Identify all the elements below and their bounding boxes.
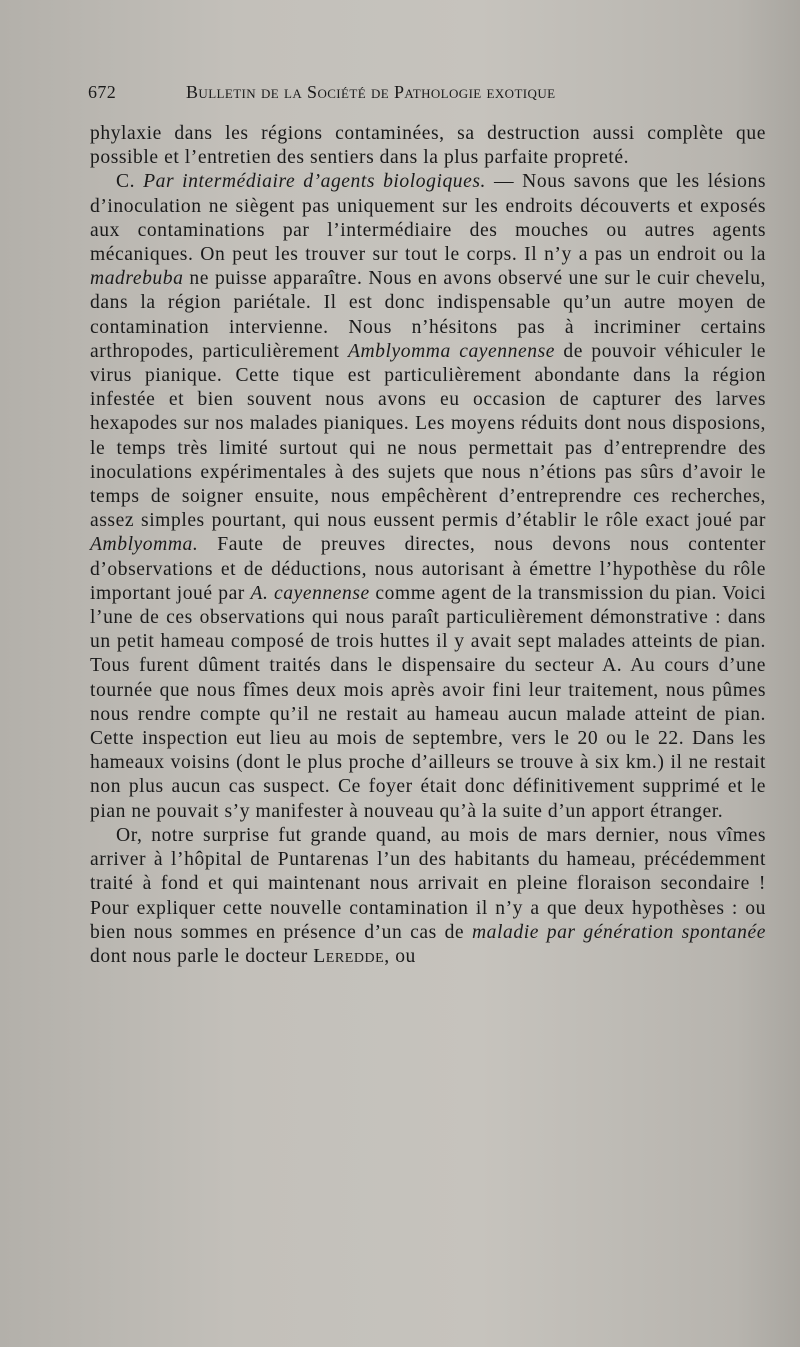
paragraph-1-text: phylaxie dans les régions contaminées, sa destruction aussi complète que possible et l’entretien des sentiers dans la plus parfaite propreté.	[90, 123, 766, 169]
species-a-cayennense: A. cayennense	[250, 582, 370, 604]
author-leredde: Leredde	[313, 945, 385, 967]
running-title: Bulletin de la Société de Pathologie exotique	[186, 82, 556, 102]
species-amblyomma-cayennense: Amblyomma cayennense	[347, 340, 556, 362]
section-letter: C.	[116, 171, 136, 193]
paragraph-2	[90, 170, 766, 823]
paragraph-3-text-3: , ou	[384, 945, 416, 967]
paragraph-3-text-1: Or, notre surprise fut grande quand, au mois de mars dernier, nous vîmes arriver à l’hôpital de Puntarenas l’un des habitants du hameau, précédemment traité à fond et qui maintenant nous arrivait en pleine floraison secondaire ! Pour expliquer cette nouvelle contamination il n’y a que deux hypothèses : ou bien nous sommes en présence d’un cas de	[90, 824, 766, 943]
article-body	[90, 122, 766, 969]
paragraph-1	[90, 122, 766, 170]
paragraph-3-text-2: dont nous parle le docteur	[90, 945, 314, 967]
term-generation-spontanee: maladie par génération spontanée	[471, 921, 766, 943]
page-header	[88, 82, 768, 112]
paragraph-3	[90, 824, 766, 969]
paragraph-2-text-4: Faute de preuves directes, nous devons nous contenter d’observations et de déductions, nous autorisant à émettre l’hypothèse du rôle important joué par	[90, 534, 766, 604]
section-heading: Par intermédiaire d’agents biologiques.	[143, 171, 487, 193]
paragraph-2-text-3: de pouvoir véhiculer le virus pianique. Cette tique est particulièrement abondante dans la région infestée et bien souvent nous avons eu occasion de capturer des larves hexapodes sur nos malades pianiques. Les moyens réduits dont nous disposions, le temps très limité surtout qui ne nous permettait pas d’entreprendre des inoculations expérimentales à des sujets que nous n’étions pas sûrs d’avoir le temps de soigner ensuite, nous empêchèrent d’entreprendre ces recherches, assez simples pourtant, qui nous eussent permis d’établir le rôle exact joué par	[90, 340, 766, 532]
paragraph-2-text-1: — Nous savons que les lésions d’inoculation ne siègent pas uniquement sur les endroits découverts et exposés aux contaminations par l’intermédiaire des mouches ou autres agents mécaniques. On peut les trouver sur tout le corps. Il n’y a pas un endroit ou la	[90, 171, 766, 266]
term-madrebuba: madrebuba	[90, 268, 184, 290]
species-amblyomma: Amblyomma.	[90, 534, 199, 556]
paragraph-2-text-5: comme agent de la transmission du pian. Voici l’une de ces observations qui nous paraît particulièrement démonstrative : dans un petit hameau composé de trois huttes il y avait sept malades atteints de pian. Tous furent dûment traités dans le dispensaire du secteur A. Au cours d’une tournée que nous fîmes deux mois après avoir fini leur traitement, nous pûmes nous rendre compte qu’il ne restait au hameau aucun malade atteint de pian. Cette inspection eut lieu au mois de septembre, vers le 20 ou le 22. Dans les hameaux voisins (dont le plus proche d’ailleurs se trouve à six km.) il ne restait non plus aucun cas suspect. Ce foyer était donc définitivement supprimé et le pian ne pouvait s’y manifester à nouveau qu’à la suite d’un apport étranger.	[90, 582, 766, 822]
page-number: 672	[88, 82, 117, 102]
paragraph-2-text-2: ne puisse apparaître. Nous en avons observé une sur le cuir chevelu, dans la région pariétale. Il est donc indispensable qu’un autre moyen de contamination intervienne. Nous n’hésitons pas à incriminer certains arthropodes, particulièrement	[90, 268, 766, 362]
